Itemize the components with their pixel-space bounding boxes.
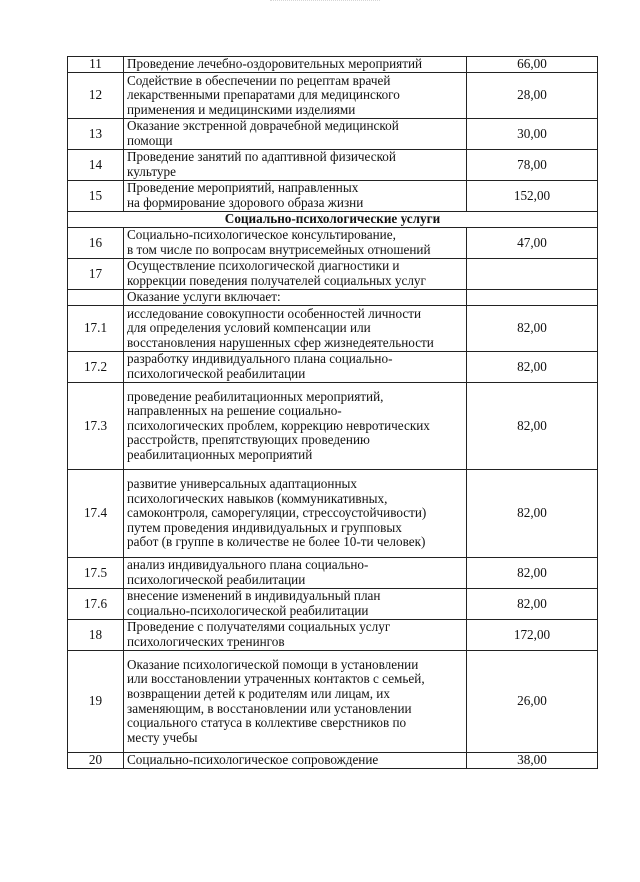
header-artifact <box>270 0 380 4</box>
service-description: Оказание услуги включает: <box>124 290 467 306</box>
service-price: 78,00 <box>467 150 598 181</box>
table-row <box>68 383 598 470</box>
service-description: Социально-психологическое сопровождение <box>124 753 467 769</box>
row-number: 19 <box>68 651 124 753</box>
service-description: Социально-психологическое консультирование, в том числе по вопросам внутрисемейных отношений <box>124 228 467 259</box>
service-description: Оказание экстренной доврачебной медицинской помощи <box>124 119 467 150</box>
table-row <box>68 306 598 352</box>
table-row <box>68 150 598 181</box>
table-row <box>68 589 598 620</box>
table-row <box>68 119 598 150</box>
table-row <box>68 228 598 259</box>
table-row <box>68 620 598 651</box>
service-description: развитие универсальных адаптационных психологических навыков (коммуникативных, самоконтроля, саморегуляции, стрессоустойчивости) путем проведения индивидуальных и групповых работ (в группе в количестве не более 10-ти человек) <box>124 470 467 558</box>
service-price: 82,00 <box>467 383 598 470</box>
service-description: Содействие в обеспечении по рецептам врачей лекарственными препаратами для медицинского применения и медицинскими изделиями <box>124 73 467 119</box>
row-number: 17 <box>68 259 124 290</box>
service-description: Оказание психологической помощи в установлении или восстановлении утраченных контактов с семьей, возвращении детей к родителям или лицам, их заменяющим, в восстановлении или установлении социального статуса в коллективе сверстников по месту учебы <box>124 651 467 753</box>
service-price: 82,00 <box>467 306 598 352</box>
table-row <box>68 290 598 306</box>
service-description: исследование совокупности особенностей личности для определения условий компенсации или восстановления нарушенных сфер жизнедеятельности <box>124 306 467 352</box>
service-price: 82,00 <box>467 352 598 383</box>
row-number: 16 <box>68 228 124 259</box>
service-description: Проведение лечебно-оздоровительных мероприятий <box>124 57 467 73</box>
row-number: 17.6 <box>68 589 124 620</box>
services-price-table <box>67 56 598 769</box>
row-number: 18 <box>68 620 124 651</box>
service-price: 38,00 <box>467 753 598 769</box>
table-row <box>68 259 598 290</box>
row-number: 17.2 <box>68 352 124 383</box>
service-description: Проведение занятий по адаптивной физической культуре <box>124 150 467 181</box>
service-price <box>467 259 598 290</box>
service-price: 82,00 <box>467 470 598 558</box>
service-description: Проведение с получателями социальных услуг психологических тренингов <box>124 620 467 651</box>
table-row <box>68 352 598 383</box>
service-description: разработку индивидуального плана социально- психологической реабилитации <box>124 352 467 383</box>
service-description: Проведение мероприятий, направленных на формирование здорового образа жизни <box>124 181 467 212</box>
service-price: 28,00 <box>467 73 598 119</box>
row-number: 17.3 <box>68 383 124 470</box>
section-header-row <box>68 212 598 228</box>
table-row <box>68 470 598 558</box>
service-description: анализ индивидуального плана социально- психологической реабилитации <box>124 558 467 589</box>
table-row <box>68 753 598 769</box>
service-price: 82,00 <box>467 589 598 620</box>
row-number: 17.4 <box>68 470 124 558</box>
table-row <box>68 57 598 73</box>
table-body <box>68 57 598 769</box>
service-price: 82,00 <box>467 558 598 589</box>
service-price <box>467 290 598 306</box>
service-price: 152,00 <box>467 181 598 212</box>
service-description: внесение изменений в индивидуальный план социально-психологической реабилитации <box>124 589 467 620</box>
row-number: 11 <box>68 57 124 73</box>
service-price: 47,00 <box>467 228 598 259</box>
row-number: 13 <box>68 119 124 150</box>
row-number <box>68 290 124 306</box>
row-number: 14 <box>68 150 124 181</box>
row-number: 17.1 <box>68 306 124 352</box>
service-price: 66,00 <box>467 57 598 73</box>
service-price: 172,00 <box>467 620 598 651</box>
service-description: Осуществление психологической диагностики и коррекции поведения получателей социальных услуг <box>124 259 467 290</box>
row-number: 12 <box>68 73 124 119</box>
row-number: 17.5 <box>68 558 124 589</box>
row-number: 15 <box>68 181 124 212</box>
section-title: Социально-психологические услуги <box>68 212 598 228</box>
table-row <box>68 558 598 589</box>
table-row <box>68 73 598 119</box>
service-description: проведение реабилитационных мероприятий, направленных на решение социально- психологических проблем, коррекцию невротических расстройств, препятствующих проведению реабилитационных мероприятий <box>124 383 467 470</box>
table-row <box>68 651 598 753</box>
service-price: 30,00 <box>467 119 598 150</box>
row-number: 20 <box>68 753 124 769</box>
service-price: 26,00 <box>467 651 598 753</box>
table-row <box>68 181 598 212</box>
